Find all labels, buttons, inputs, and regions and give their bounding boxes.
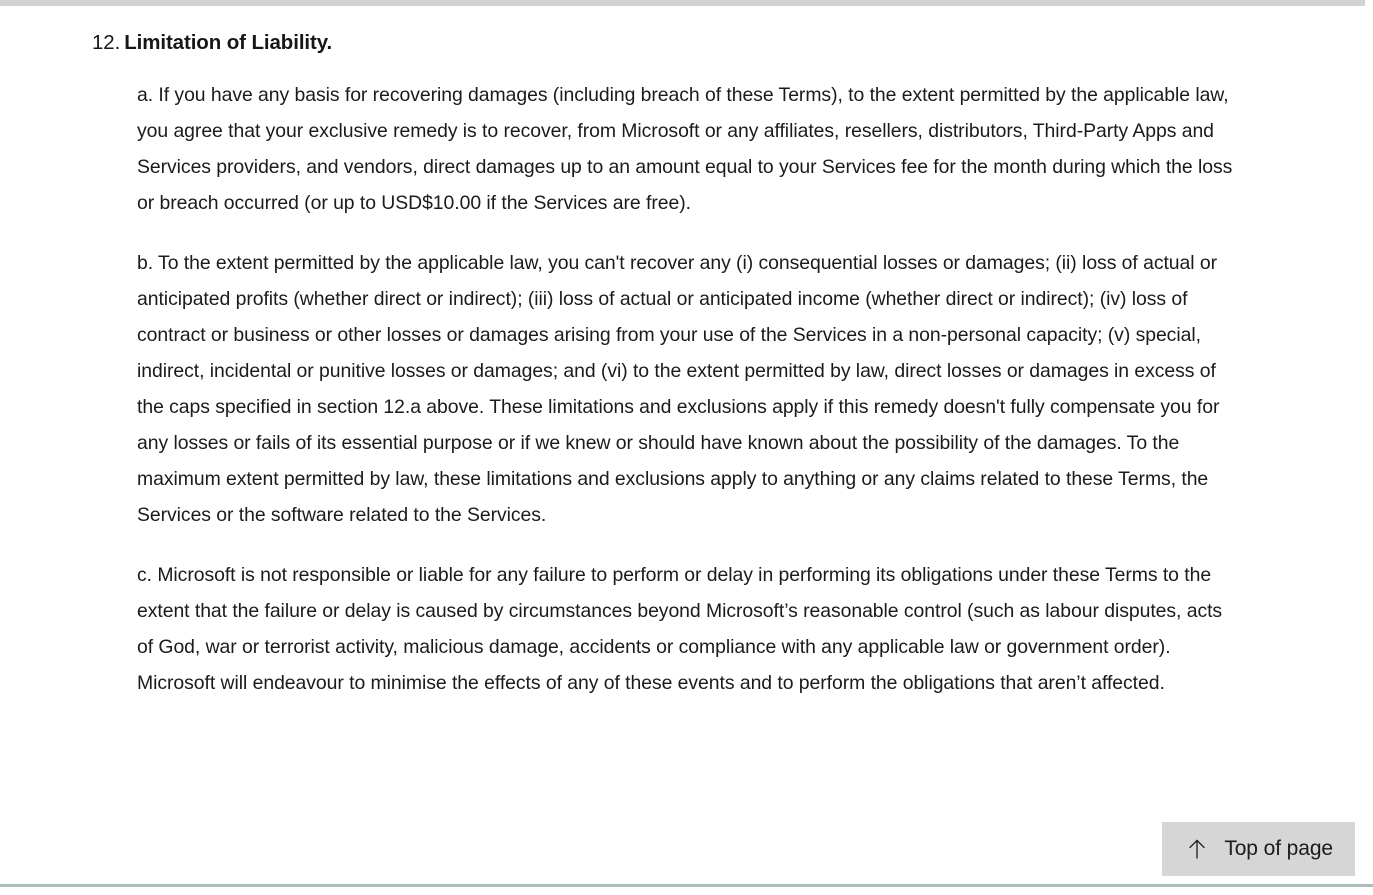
arrow-up-icon <box>1186 837 1208 861</box>
section-limitation-of-liability <box>0 6 1373 701</box>
clause-paragraph-b: b. To the extent permitted by the applicable law, you can't recover any (i) consequential losses or damages; (ii) loss of actual or anticipated profits (whether direct or indirect); (iii) loss of actual or anticipated income (whether direct or indirect); (iv) loss of contract or business or other losses or damages arising from your use of the Services in a non-personal capacity; (v) special, indirect, incidental or punitive losses or damages; and (vi) to the extent permitted by law, direct losses or damages in excess of the caps specified in section 12.a above. These limitations and exclusions apply if this remedy doesn't fully compensate you for any losses or fails of its essential purpose or if we knew or should have known about the possibility of the damages. To the maximum extent permitted by law, these limitations and exclusions apply to anything or any claims related to these Terms, the Services or the software related to the Services. <box>137 252 1220 526</box>
bottom-divider <box>0 884 1373 887</box>
section-number: 12. <box>92 31 121 54</box>
section-title: Limitation of Liability. <box>124 31 333 54</box>
clause-paragraph-c: c. Microsoft is not responsible or liable for any failure to perform or delay in performing its obligations under these Terms to the extent that the failure or delay is caused by circumstances beyond Microsoft’s reasonable control (such as labour disputes, acts of God, war or terrorist activity, malicious damage, accidents or compliance with any applicable law or government order). Microsoft will endeavour to minimise the effects of any of these events and to perform the obligations that aren’t affected. <box>137 564 1223 694</box>
clause-list <box>0 77 1373 701</box>
document-content-area <box>0 6 1373 884</box>
page-title <box>0 28 1373 58</box>
clause-paragraph-a: a. If you have any basis for recovering damages (including breach of these Terms), to the extent permitted by the applicable law, you agree that your exclusive remedy is to recover, from Microsoft or any affiliates, resellers, distributors, Third-Party Apps and Services providers, and vendors, direct damages up to an amount equal to your Services fee for the month during which the loss or breach occurred (or up to USD$10.00 if the Services are free). <box>137 84 1233 214</box>
top-of-page-button[interactable] <box>1162 822 1355 876</box>
top-of-page-label: Top of page <box>1224 837 1333 860</box>
